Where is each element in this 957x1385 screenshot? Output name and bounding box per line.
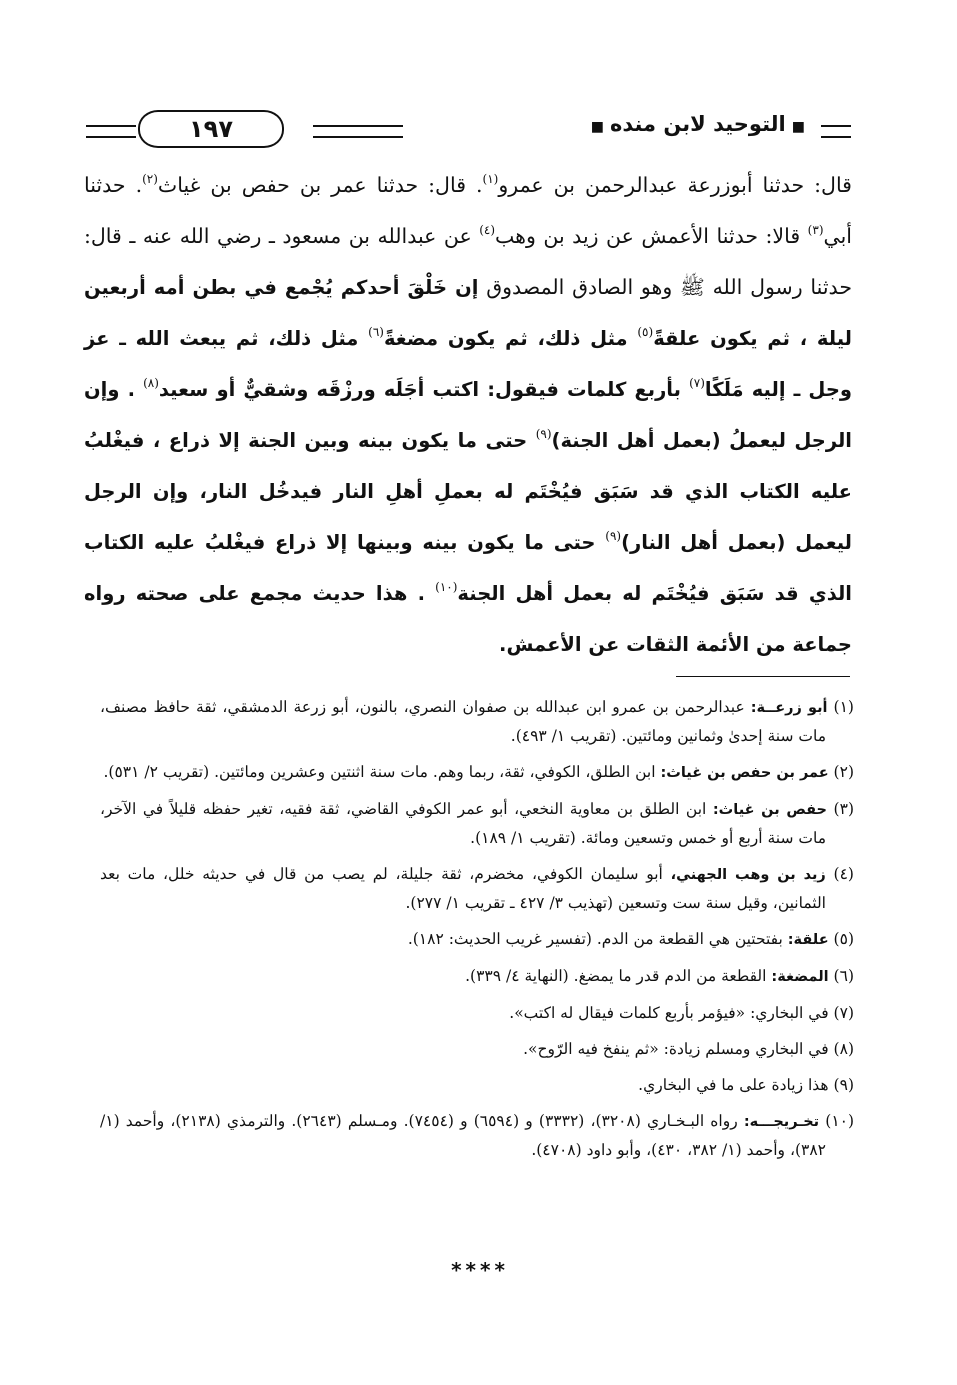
footnote: (٨) في البخاري ومسلم زيادة: «ثم ينفخ فيه الرّوح». [523, 1040, 854, 1058]
hadith-text: حتى ما يكون بينه وبينها إلا ذراع فيغْلبُ عليه الكتاب الذي قد سَبَق فيُخْتَم له بعمل أهل الجنة [84, 531, 852, 605]
hadith-text: مثل ذلك، ثم يبعث الله ـ عز وجل ـ إليه مَلَكًا [84, 327, 852, 401]
square-ornament-icon: ■ [590, 119, 604, 135]
hadith-text: حتى ما يكون بينه وبين الجنة إلا ذراع ، فيغْلبُ عليه الكتاب الذي قد سَبَق فيُخْتَم له بعملِ أهلِ النار فيدخُل النار، وإن الرجل ليعمل (بعمل أهل النار) [84, 429, 852, 554]
end-marker: **** [451, 1258, 509, 1282]
footnote-ref: (٤) [479, 223, 496, 237]
square-ornament-icon: ■ [791, 119, 805, 135]
hadith-paragraph: قال: حدثنا أبوزرعة عبدالرحمن بن عمرو$^{(١)}$. قال: حدثنا عمر بن حفص بن غياث$^{(٢)}$. حدثنا أبي$^{(٣)}$ قالا: حدثنا الأعمش عن زيد بن وهب$^{(٤)}$ عن عبدالله بن مسعود ـ رضي الله عنه ـ قال: حدثنا رسول الله ﷺ وهو الصادق المصدوق إن خَلْقَ أحدكم يُجْمع في بطن أمه أربعين ليلة ، ثم يكون علقةً$^{(٥)}$ مثل ذلك، ثم يكون مضغةً$^{(٦)}$ مثل ذلك، ثم يبعث الله ـ عز وجل ـ إليه مَلَكًا$^{(٧)}$ بأربع كلمات فيقول: اكتب أجَلَه ورزْقَه وشقيٌّ أو سعيد$^{(٨)}$ . وإن الرجل ليعملُ (بعمل أهل الجنة)$^{(٩)}$ حتى ما يكون بينه وبين الجنة إلا ذراع ، فيغْلبُ عليه الكتاب الذي قد سَبَق فيُخْتَم له بعملِ أهلِ النار فيدخُل النار، وإن الرجل ليعمل (بعمل أهل النار)$^{(٩)}$ حتى ما يكون بينه وبينها إلا ذراع فيغْلبُ عليه الكتاب الذي قد سَبَق فيُخْتَم له بعمل أهل الجنة$^{(١٠)}$ . هذا حديث مجمع على صحته رواه جماعة من الأئمة الثقات عن الأعمش. [84, 172, 852, 656]
hadith-text: . وإن الرجل ليعملُ (بعمل أهل الجنة) [84, 378, 852, 452]
footnote-ref: (٥) [637, 325, 654, 339]
footnote: (٥) علقة: بفتحتين هي القطعة من الدم. (تفسير غريب الحديث: ١٨٢). [407, 930, 854, 948]
hadith-text: إن خَلْقَ أحدكم يُجْمع في بطن أمه أربعين ليلة ، ثم يكون علقةً [84, 276, 852, 350]
footnote-ref: (٧) [689, 376, 705, 390]
footnote: (٩) هذا زيادة على ما في البخاري. [638, 1076, 854, 1094]
running-title: ■التوحيد لابن منده■ [590, 112, 805, 136]
hadith-text: مثل ذلك، ثم يكون مضغةً [383, 327, 638, 350]
header-rule-right [821, 125, 851, 138]
page-header [86, 108, 851, 152]
footnote-ref: (٢) [142, 172, 158, 186]
hadith-text: بأربع كلمات فيقول: اكتب أجَلَه ورزْقَه وشقيٌّ أو سعيد [158, 378, 690, 401]
footnote: (١٠) تخـريجـــه: رواه البـخـاري (٣٢٠٨)، (٣٣٣٢) و (٦٥٩٤) و (٧٤٥٤). ومـسلم (٢٦٤٣). والترمذي (٢١٣٨)، وأحمد (١/ ٣٨٢)، وأحمد (١/ ٣٨٢، ٤٣٠)، وأبو داود (٤٧٠٨). [100, 1112, 855, 1159]
footnotes [100, 693, 854, 1172]
main-text [84, 160, 852, 670]
footnote: (٧) في البخاري: «فيؤمر بأربع كلمات فيقال له اكتب». [509, 1004, 854, 1022]
footnote-ref: (١٠) [435, 580, 458, 594]
page-number: ١٩٧ [138, 110, 284, 148]
footnote-ref: (٣) [807, 223, 824, 237]
footnote: (٢) عمر بن حفص بن غياث: ابن الطلق، الكوفي، ثقة، ربما وهم. مات سنة اثنتين وعشرين ومائتين. (تقريب ٢/ ٥٣١). [103, 763, 854, 781]
footnote: (٦) المضغة: القطعة من الدم قدر ما يمضغ. (النهاية ٤/ ٣٣٩). [465, 967, 854, 985]
footnote-ref: (٩) [535, 427, 552, 441]
header-rule-left [86, 125, 136, 138]
footnote-ref: (١) [482, 172, 499, 186]
header-rule-middle [313, 125, 403, 138]
footnote: (٣) حفص بن غياث: ابن الطلق بن معاوية النخعي، أبو عمر الكوفي القاضي، ثقة فقيه، تغير حفظه قليلاً في الآخر، مات سنة أربع أو خمس وتسعين ومائة. (تقريب ١/ ١٨٩). [100, 800, 854, 847]
footnote-ref: (٨) [143, 376, 159, 390]
footnote: (٤) زيد بن وهب الجهني، أبو سليمان الكوفي، مخضرم، ثقة جليلة، لم يصب من قال في حديثه خلل، مات بعد الثمانين، وقيل سنة ست وتسعين (تهذيب ٣/ ٤٢٧ ـ تقريب ١/ ٢٧٧). [100, 865, 854, 912]
footnote: (١) أبو زرعــة: عبدالرحمن بن عمرو ابن عبدالله بن صفوان النصري، بالنون، أبو زرعة الدمشقي، ثقة حافظ مصنف، مات سنة إحدىٰ وثمانين ومائتين. (تقريب ١/ ٤٩٣). [100, 698, 854, 745]
footnote-ref: (٩) [605, 529, 622, 543]
footnote-ref: (٦) [368, 325, 384, 339]
footnote-divider [676, 676, 850, 677]
closing-remark: . هذا حديث مجمع على صحته رواه جماعة من الأئمة الثقات عن الأعمش. [84, 582, 852, 656]
